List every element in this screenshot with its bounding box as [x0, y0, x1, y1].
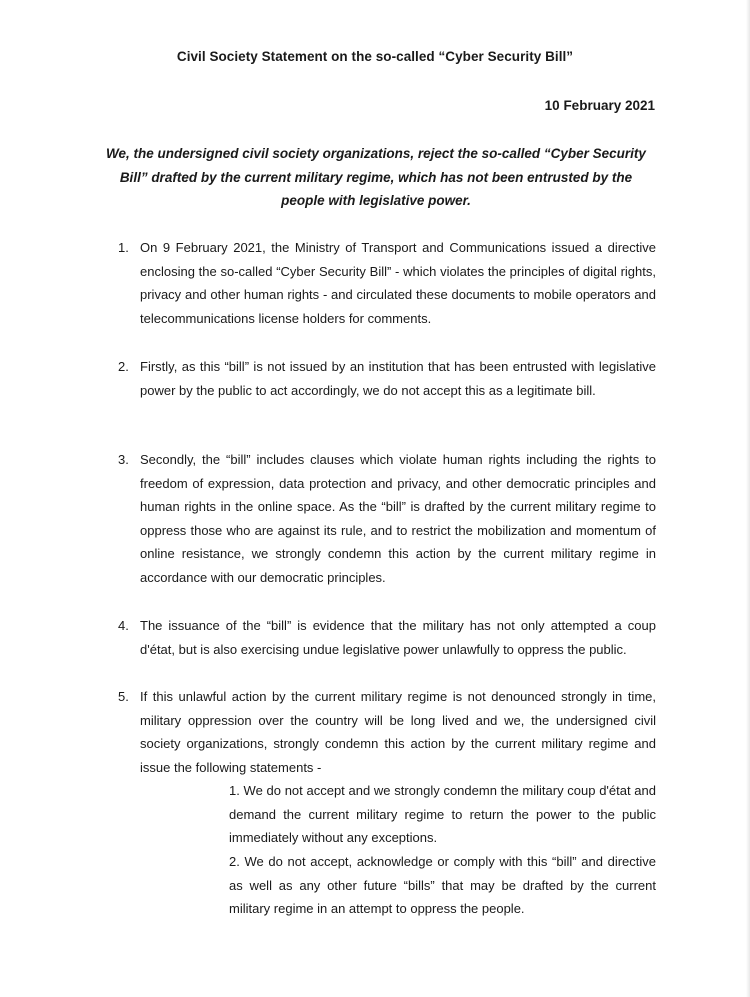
list-item	[118, 685, 656, 779]
list-item-text: The issuance of the “bill” is evidence that the military has not only attempted a coup d'état, but is also exercising undue legislative power unlawfully to oppress the public.	[140, 618, 656, 657]
list-item-text: If this unlawful action by the current military regime is not denounced strongly in time, military oppression over the country will be long lived and we, the undersigned civil society organizations, strongly condemn this action by the current military regime and issue the following statements -	[140, 689, 656, 775]
list-item-text: Firstly, as this “bill” is not issued by an institution that has been entrusted with legislative power by the public to act accordingly, we do not accept this as a legitimate bill.	[140, 359, 656, 398]
list-item-text: On 9 February 2021, the Ministry of Transport and Communications issued a directive enclosing the so-called “Cyber Security Bill” - which violates the principles of digital rights, privacy and other human rights - and circulated these documents to mobile operators and telecommunications license holders for comments.	[140, 240, 656, 326]
document-title: Civil Society Statement on the so-called “Cyber Security Bill”	[176, 49, 574, 64]
list-item	[118, 355, 656, 402]
list-item-number: 5.	[118, 689, 129, 704]
statement-item: 2. We do not accept, acknowledge or comply with this “bill” and directive as well as any other future “bills” that may be drafted by the current military regime in an attempt to oppress the people.	[229, 854, 656, 916]
list-item	[118, 448, 656, 589]
list-item-number: 3.	[118, 452, 129, 467]
document-date: 10 February 2021	[544, 98, 655, 113]
intro-statement: We, the undersigned civil society organizations, reject the so-called “Cyber Security Bill” drafted by the current military regime, which has not been entrusted by the people with legislative power.	[106, 146, 646, 208]
list-item	[118, 614, 656, 661]
page-edge-shadow	[746, 0, 750, 997]
list-item-number: 1.	[118, 240, 129, 255]
list-item-number: 2.	[118, 359, 129, 374]
list-item	[118, 236, 656, 330]
statement-item: 1. We do not accept and we strongly condemn the military coup d'état and demand the current military regime to return the power to the public immediately without any exceptions.	[229, 783, 656, 845]
list-item-number: 4.	[118, 618, 129, 633]
list-item-text: Secondly, the “bill” includes clauses which violate human rights including the rights to freedom of expression, data protection and privacy, and other democratic principles and human rights in the online space. As the “bill” is drafted by the current military regime to oppress those who are against its rule, and to restrict the mobilization and momentum of online resistance, we strongly condemn this action by the current military regime in accordance with our democratic principles.	[140, 452, 656, 585]
